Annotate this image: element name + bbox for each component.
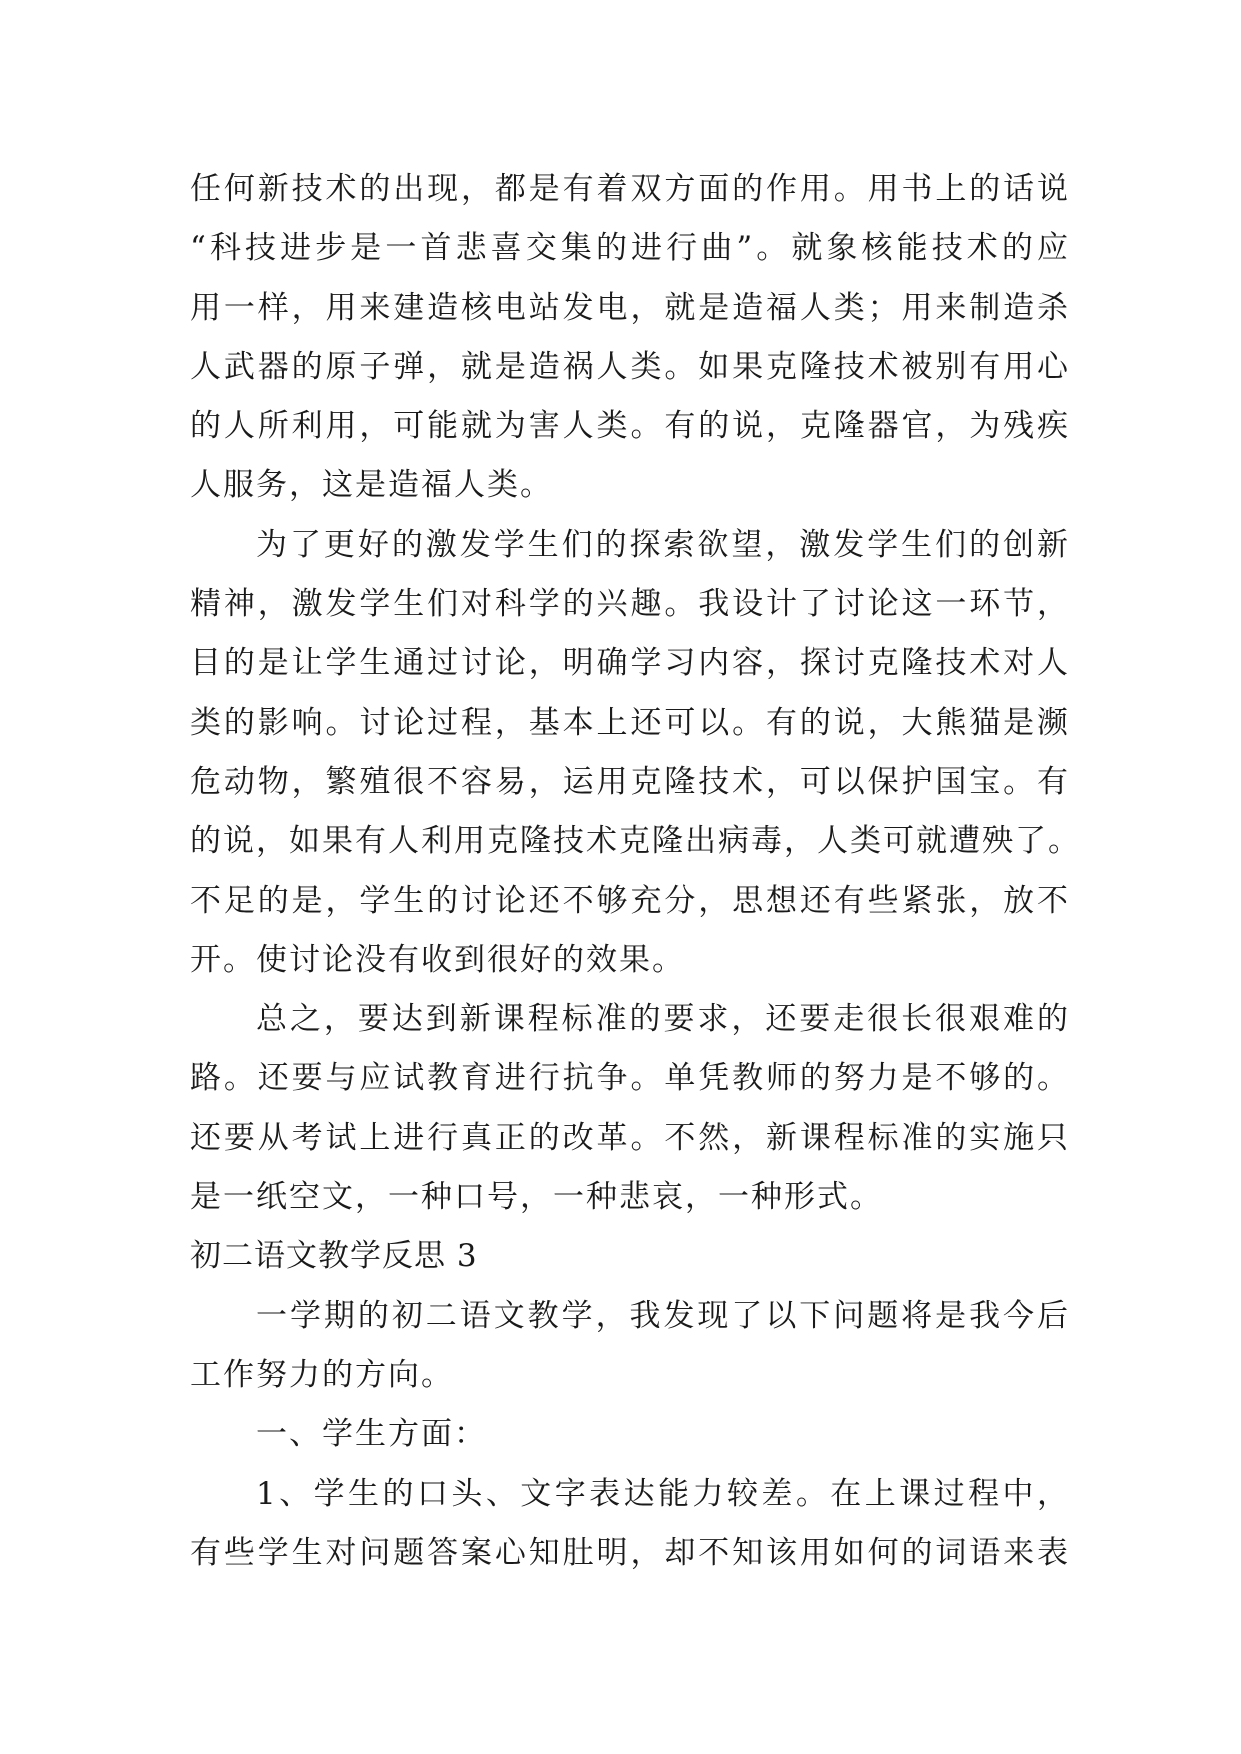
text-line: 的人所利用，可能就为害人类。有的说，克隆器官，为残疾 — [190, 408, 1070, 445]
text-line: 精神，激发学生们对科学的兴趣。我设计了讨论这一环节， — [190, 586, 1070, 623]
text-line: 危动物，繁殖很不容易，运用克隆技术，可以保护国宝。有 — [190, 763, 1070, 800]
text-line: 工作努力的方向。 — [190, 1356, 454, 1393]
text-line: 不足的是，学生的讨论还不够充分，思想还有些紧张，放不 — [190, 882, 1070, 919]
text-line: 用一样，用来建造核电站发电，就是造福人类；用来制造杀 — [190, 289, 1070, 326]
text-line: 路。还要与应试教育进行抗争。单凭教师的努力是不够的。 — [190, 1060, 1070, 1097]
text-line: 还要从考试上进行真正的改革。不然，新课程标准的实施只 — [190, 1119, 1070, 1156]
text-line: 1、学生的口头、文字表达能力较差。在上课过程中， — [256, 1475, 1070, 1512]
text-line: 一、学生方面： — [256, 1416, 487, 1453]
text-line: 人武器的原子弹，就是造祸人类。如果克隆技术被别有用心 — [190, 348, 1070, 385]
text-line: 总之，要达到新课程标准的要求，还要走很长很艰难的 — [256, 1001, 1070, 1038]
text-line: 的说，如果有人利用克隆技术克隆出病毒，人类可就遭殃了。 — [190, 823, 1081, 860]
text-line: 目的是让学生通过讨论，明确学习内容，探讨克隆技术对人 — [190, 645, 1070, 682]
text-line: 一学期的初二语文教学，我发现了以下问题将是我今后 — [256, 1297, 1070, 1334]
document-body — [190, 160, 1081, 1583]
text-line: 是一纸空文，一种口号，一种悲哀，一种形式。 — [190, 1179, 883, 1216]
text-line: “科技进步是一首悲喜交集的进行曲”。就象核能技术的应 — [190, 230, 1070, 267]
text-line: 任何新技术的出现，都是有着双方面的作用。用书上的话说 — [190, 171, 1070, 207]
text-line: 为了更好的激发学生们的探索欲望，激发学生们的创新 — [256, 526, 1070, 563]
text-line: 开。使讨论没有收到很好的效果。 — [190, 941, 685, 978]
text-line: 类的影响。讨论过程，基本上还可以。有的说，大熊猫是濒 — [190, 704, 1070, 741]
text-line: 人服务，这是造福人类。 — [190, 467, 553, 504]
section-heading: 初二语文教学反思 3 — [190, 1238, 478, 1275]
text-line: 有些学生对问题答案心知肚明，却不知该用如何的词语来表 — [190, 1534, 1070, 1571]
